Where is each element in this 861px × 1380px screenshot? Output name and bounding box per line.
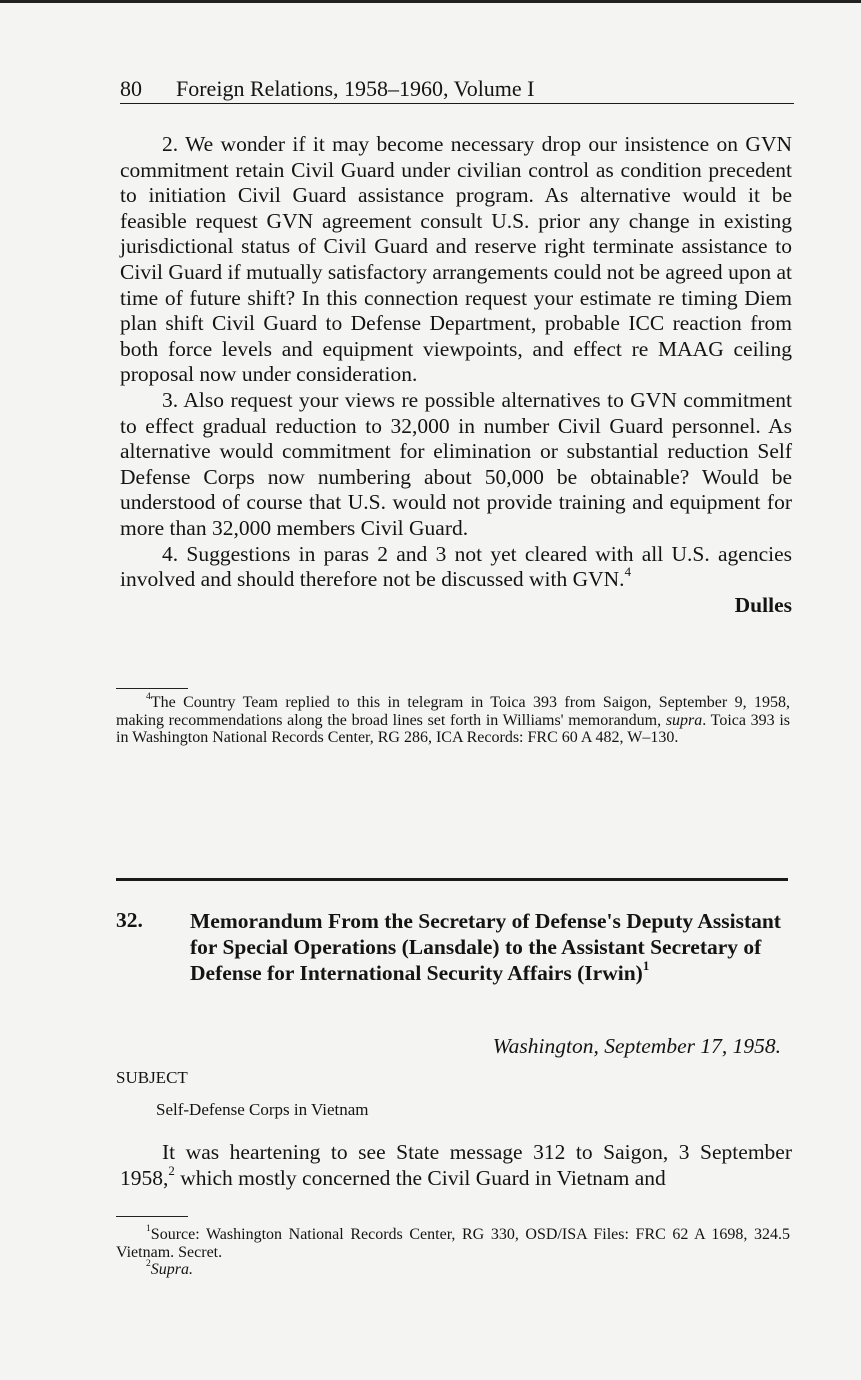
memo-paragraph-1-text: It was heartening to see State message 312 to Saigon, 3 September 1958, (120, 1140, 792, 1190)
running-title: Foreign Relations, 1958–1960, Volume I (176, 76, 535, 101)
paragraph-2: 2. We wonder if it may become necessary drop our insistence on GVN commitment retain Civil Guard under civilian control as condition precedent to initiation Civil Guard assistance program. As alternative would it be feasible request GVN agreement consult U.S. prior any change in existing jurisdictional status of Civil Guard and reserve right terminate assistance to Civil Guard if mutually satisfactory arrangements could not be agreed upon at time of future shift? In this connection request your estimate re timing Diem plan shift Civil Guard to Defense Department, probable ICC reaction from both force levels and equipment viewpoints, and effect re MAAG ceiling proposal now under consideration. (120, 132, 792, 387)
page-top-edge (0, 0, 861, 3)
footnote-1-marker: 1 (146, 1223, 151, 1235)
footnote-rule-2 (116, 1216, 188, 1217)
document-separator (116, 878, 788, 881)
paragraph-4-text: 4. Suggestions in paras 2 and 3 not yet cleared with all U.S. agencies involved and should therefore not be discussed with GVN. (120, 541, 792, 592)
footnote-2-marker: 2 (146, 1258, 151, 1270)
memo-paragraph-1 (120, 1140, 792, 1191)
footnote-1-text: Source: Washington National Records Center, RG 330, OSD/ISA Files: FRC 62 A 1698, 324.5 Vietnam. Secret. (116, 1226, 790, 1261)
footnote-4-marker: 4 (146, 691, 151, 703)
subject-label: SUBJECT (116, 1068, 188, 1087)
page-number: 80 (120, 76, 142, 101)
telegram-continuation (120, 132, 792, 618)
header-rule (120, 103, 794, 104)
dateline: Washington, September 17, 1958. (492, 1034, 781, 1058)
footnote-4-text-end: . Toica 393 is in Washington National Records Center, RG 286, ICA Records: FRC 60 A 482, W–130. (116, 711, 791, 746)
memo-body (120, 1140, 792, 1191)
footnote-ref-2: 2 (168, 1163, 175, 1178)
title-footnote-ref: 1 (642, 958, 650, 973)
paragraph-3: 3. Also request your views re possible alternatives to GVN commitment to effect gradual reduction to 32,000 in number Civil Guard personnel. As alternative would commitment for elimination or substantial reduction Self Defense Corps now numbering about 50,000 be obtainable? Would be understood of course that U.S. would not provide training and equipment for more than 32,000 members Civil Guard. (120, 387, 792, 540)
signature: Dulles (734, 592, 792, 617)
footnote-1 (116, 1223, 790, 1261)
memo-paragraph-1-cont: which mostly concerned the Civil Guard in Vietnam and (174, 1165, 666, 1190)
document-title-text: Memorandum From the Secretary of Defense's Deputy Assistant for Special Operations (Lansdale) to the Assistant Secretary of Defense for International Security Affairs (Irwin) (190, 909, 781, 985)
footnote-ref-4: 4 (624, 565, 632, 580)
subject-text: Self-Defense Corps in Vietnam (156, 1100, 369, 1119)
document-title (190, 908, 790, 986)
footnote-4 (116, 691, 791, 747)
footnote-4-supra: supra (665, 711, 703, 729)
footnote-2-text: Supra. (150, 1261, 194, 1278)
footnote-rule (116, 688, 188, 689)
paragraph-4 (120, 542, 792, 593)
footnote-4-text: The Country Team replied to this in telegram in Toica 393 from Saigon, September 9, 1958, making recommendations along the broad lines set forth in Williams' memorandum, (116, 694, 790, 729)
document-number: 32. (116, 908, 143, 932)
footnote-2 (116, 1258, 790, 1279)
footnotes-bottom (116, 1223, 790, 1279)
running-head (120, 76, 794, 102)
